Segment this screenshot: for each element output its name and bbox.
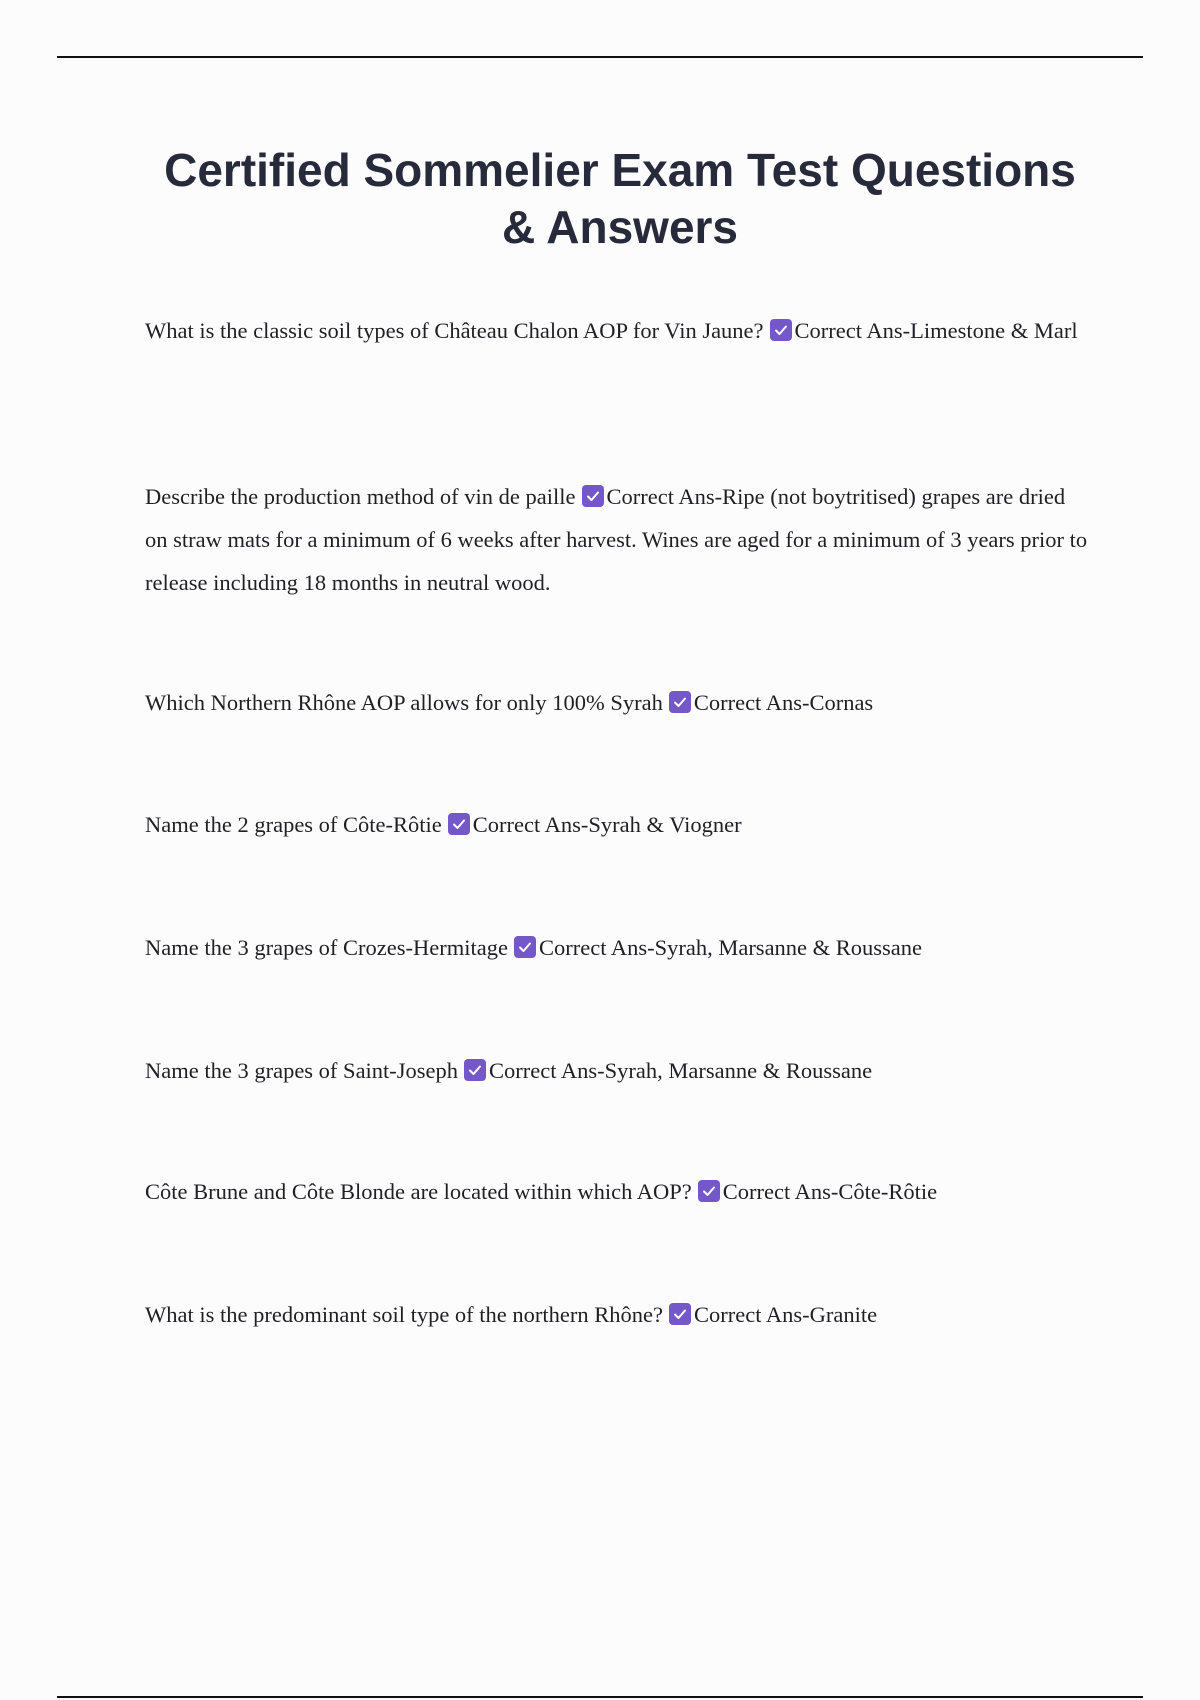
answer-text: Correct Ans-Syrah, Marsanne & Roussane	[489, 1058, 873, 1083]
page-title: Certified Sommelier Exam Test Questions & Answers	[164, 144, 1076, 253]
question-text: Name the 2 grapes of Côte-Rôtie	[145, 812, 442, 837]
question-text: What is the classic soil types of Château Chalon AOP for Vin Jaune?	[145, 318, 764, 343]
question-text: Name the 3 grapes of Crozes-Hermitage	[145, 935, 508, 960]
question-text: Name the 3 grapes of Saint-Joseph	[145, 1058, 459, 1083]
qa-item-8	[145, 1293, 1090, 1336]
check-box-icon	[669, 1303, 691, 1325]
check-box-icon	[669, 691, 691, 713]
question-text: Côte Brune and Côte Blonde are located within which AOP?	[145, 1179, 692, 1204]
qa-item-4	[145, 803, 1090, 846]
answer-text: Correct Ans-Cornas	[693, 690, 874, 715]
answer-text: Correct Ans-Limestone & Marl	[794, 318, 1078, 343]
answer-text: Correct Ans-Côte-Rôtie	[722, 1179, 938, 1204]
qa-item-3	[145, 681, 1090, 724]
qa-item-5	[145, 926, 1090, 969]
check-box-icon	[514, 936, 536, 958]
top-rule	[57, 56, 1143, 58]
qa-item-1	[145, 309, 1090, 352]
answer-text: Correct Ans-Syrah & Viogner	[472, 812, 742, 837]
question-text: What is the predominant soil type of the northern Rhône?	[145, 1302, 663, 1327]
question-text: Which Northern Rhône AOP allows for only 100% Syrah	[145, 690, 663, 715]
question-text: Describe the production method of vin de paille	[145, 484, 576, 509]
check-box-icon	[464, 1059, 486, 1081]
check-box-icon	[582, 485, 604, 507]
answer-text: Correct Ans-Granite	[694, 1302, 878, 1327]
bottom-rule	[57, 1696, 1143, 1698]
qa-item-2	[145, 475, 1090, 604]
answer-text: Correct Ans-Syrah, Marsanne & Roussane	[538, 935, 923, 960]
qa-item-6	[145, 1049, 1090, 1092]
check-box-icon	[448, 813, 470, 835]
qa-item-7	[145, 1170, 1090, 1213]
answer-text: Correct Ans-Ripe (not boytritised) grapes are dried on straw mats for a minimum of 6 weeks after harvest. Wines are aged for a minimum of 3 years prior to release including 18 months in neutral wood.	[145, 484, 1088, 595]
check-box-icon	[698, 1180, 720, 1202]
check-box-icon	[770, 319, 792, 341]
